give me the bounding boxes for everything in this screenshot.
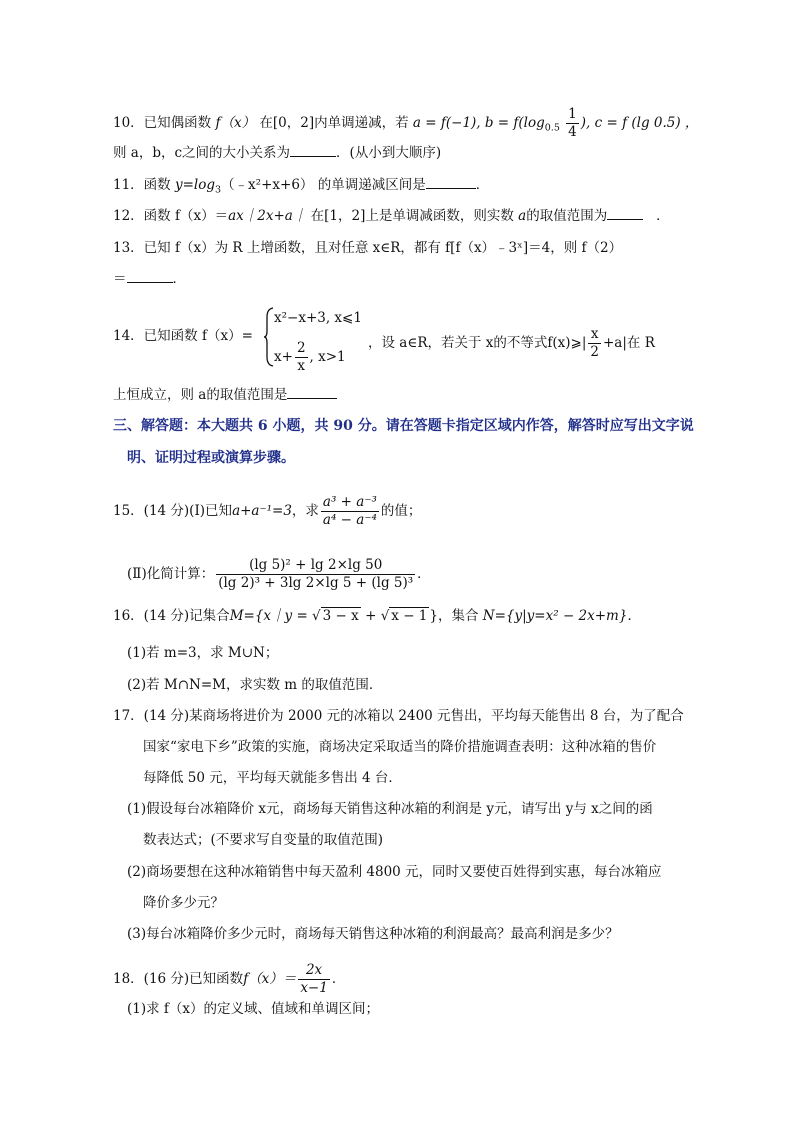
q14-case2-a: x+ bbox=[274, 349, 293, 365]
question-17-part-3: (3)每台冰箱降价多少元时，商场每天销售这种冰箱的利润最高？最高利润是多少？ bbox=[127, 926, 619, 942]
q10-prefix: 10．已知偶函数 bbox=[113, 115, 212, 131]
question-16-part-2: (2)若 M∩N=M，求实数 m 的取值范围． bbox=[127, 677, 383, 693]
q16-setM-b: }，集合 bbox=[429, 608, 479, 624]
q14-answer-blank[interactable] bbox=[287, 385, 337, 399]
q14-abs-fraction: $\frac{x}{2}$ bbox=[590, 326, 599, 360]
q16-prefix: 16．(14 分)记集合 bbox=[113, 608, 230, 624]
q12-var: a bbox=[518, 208, 527, 224]
q11-prefix: 11．函数 bbox=[113, 177, 171, 193]
q15-part2-prefix: (Ⅱ)化简计算： bbox=[127, 566, 215, 582]
q16-radicand-1: 3 − x bbox=[322, 608, 359, 624]
q13-end: ． bbox=[172, 271, 186, 287]
q15-part2-end: ． bbox=[417, 566, 431, 582]
question-15-part-1 bbox=[113, 494, 421, 529]
question-17-part-2-line-1: (2)商场要想在这种冰箱销售中每天盈利 4800 元，同时又要使百姓得到实惠，每台冰箱应 bbox=[127, 864, 662, 880]
q14-case-1: x²−x+3, x⩽1 bbox=[274, 310, 362, 326]
q14-case-2 bbox=[274, 340, 346, 375]
q13-equals: ＝ bbox=[113, 271, 127, 287]
question-17-line-1: 17．(14 分)某商场将进价为 2000 元的冰箱以 2400 元售出，平均每天能售出 8 台，为了配合 bbox=[113, 708, 684, 724]
q15-prefix: 15．(14 分)(Ⅰ)已知 bbox=[113, 503, 233, 519]
question-13-line-2 bbox=[113, 269, 186, 289]
q14-case2-b: , x>1 bbox=[309, 349, 346, 365]
q11-expr: y=log bbox=[174, 177, 216, 193]
q18-fraction: $\frac{2x}{x-1}$ bbox=[300, 962, 328, 996]
q16-plus: + bbox=[360, 608, 381, 624]
q14-case2-fraction: $\frac{2}{x}$ bbox=[296, 340, 306, 374]
question-14-line-2 bbox=[113, 385, 337, 405]
q12-suffix: 在[1，2]上是单调减函数，则实数 bbox=[310, 208, 514, 224]
q12-prefix: 12．函数 f（x）＝ bbox=[113, 208, 229, 224]
q14-condition bbox=[368, 326, 655, 361]
q18-prefix: 18．(16 分)已知函数 bbox=[113, 971, 244, 987]
q12-end-text: 的取值范围为 bbox=[526, 208, 608, 224]
q16-setN: N={y|y=x² − 2x+m} bbox=[482, 608, 628, 624]
question-15-part-2 bbox=[127, 557, 431, 592]
question-17-line-3: 每降低 50 元，平均每天就能多售出 4 台． bbox=[143, 770, 402, 786]
question-18 bbox=[113, 962, 345, 997]
question-17-part-1-line-1: (1)假设每台冰箱降价 x元，商场每天销售这种冰箱的利润是 y元，请写出 y与 x之间的函 bbox=[127, 801, 653, 817]
q12-expr: ax｜2x+a｜ bbox=[228, 208, 307, 224]
q15-given: a+a⁻¹=3 bbox=[232, 503, 292, 519]
q10-fx: f（x） bbox=[215, 115, 256, 131]
question-16: 16．(14 分)记集合M={x｜y = √ 3 − x + √ x − 1 }，集合 N={y|y=x² − 2x+m}． bbox=[113, 608, 641, 624]
q11-base: 3 bbox=[215, 184, 222, 196]
q18-end: ． bbox=[331, 971, 346, 987]
q18-fx: f（x）＝ bbox=[243, 971, 297, 987]
question-11 bbox=[113, 175, 489, 195]
question-18-part-1: (1)求 f（x）的定义域、值域和单调区间； bbox=[127, 1001, 380, 1017]
q10-fraction: $\frac{1}{4}$ bbox=[568, 106, 577, 140]
q16-end: ． bbox=[627, 608, 641, 624]
question-17-part-2-line-2: 降价多少元？ bbox=[143, 895, 224, 911]
question-13-line-1: 13．已知 f（x）为 R 上增函数，且对任意 x∈R，都有 f[f（x）﹣3ˣ]＝4，则 f（2） bbox=[113, 240, 623, 256]
q16-setM-a: M={x｜y = bbox=[229, 608, 308, 624]
q10-expr-a: a = f(−1), b = f(log bbox=[412, 115, 545, 131]
question-17-part-1-line-2: 数表达式；(不要求写自变量的取值范围) bbox=[143, 832, 384, 848]
q16-radicand-2: x − 1 bbox=[391, 608, 428, 624]
q10-expr-tail: ), c = f (lg 0.5) ， bbox=[580, 115, 699, 131]
q12-end: ． bbox=[656, 208, 670, 224]
q14-mid: ，设 a∈R，若关于 x的不等式f(x)⩾| bbox=[368, 335, 587, 351]
q10-line2-tail: ．(从小到大顺序) bbox=[336, 145, 442, 161]
question-10-line-1 bbox=[113, 106, 698, 141]
q15-suffix: 的值； bbox=[380, 503, 422, 519]
q14-abs-tail: +a|在 R bbox=[603, 335, 655, 351]
q11-arg: （﹣x²+x+6） bbox=[221, 177, 314, 193]
q10-mid: 在[0，2]内单调递减，若 bbox=[259, 115, 409, 131]
section-3-heading-line-2: 明、证明过程或演算步骤。 bbox=[127, 450, 295, 466]
q14-line2-text: 上恒成立，则 a的取值范围是 bbox=[113, 387, 288, 403]
question-17-line-2: 国家“家电下乡”政策的实施，商场决定采取适当的降价措施调查表明：这种冰箱的售价 bbox=[143, 739, 657, 755]
question-12 bbox=[113, 206, 670, 226]
q11-answer-blank[interactable] bbox=[426, 175, 476, 189]
q12-answer-blank[interactable] bbox=[607, 206, 643, 220]
q15-fraction: $\frac{\text{a³ + a⁻³}}{\text{a⁴ − a⁻⁴}}$ bbox=[322, 494, 377, 528]
q10-log-base: 0.5 bbox=[544, 122, 560, 134]
q15-mid: ，求 bbox=[291, 503, 319, 519]
section-3-heading-line-1: 三、解答题：本大题共 6 小题，共 90 分。请在答题卡指定区域内作答，解答时应写出文字说 bbox=[113, 418, 694, 434]
q11-suffix: 的单调递减区间是 bbox=[317, 177, 426, 193]
q13-answer-blank[interactable] bbox=[127, 269, 173, 283]
q11-end: ． bbox=[475, 177, 490, 193]
question-14-prefix: 14．已知函数 f（x）= bbox=[113, 328, 253, 344]
question-16-part-1: (1)若 m=3，求 M∪N； bbox=[127, 645, 279, 661]
q15-part2-fraction: $\frac{\text{(lg 5)² + lg 2×lg 50}}{\text{(lg 2)³ + 3lg 2×lg 5 + (lg 5)³}}$ bbox=[218, 557, 414, 591]
q10-answer-blank[interactable] bbox=[290, 143, 336, 157]
question-10-line-2 bbox=[113, 143, 441, 163]
q10-line2-text: 则 a，b，c之间的大小关系为 bbox=[113, 145, 291, 161]
